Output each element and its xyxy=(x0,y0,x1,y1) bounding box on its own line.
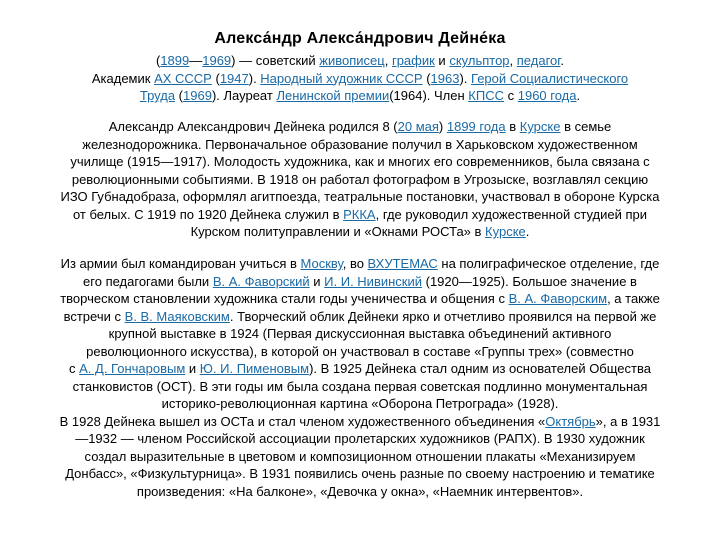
career-paragraph xyxy=(30,255,690,500)
career-line-5: крупной выставке в 1924 (Первая дискуссионная выставка объединений активного xyxy=(108,326,612,341)
link-may-20[interactable]: 20 мая xyxy=(397,119,439,134)
link-hero-of-labour[interactable]: Герой Социалистического xyxy=(471,70,629,86)
link-mayakovsky[interactable]: В. В. Маяковским xyxy=(124,308,230,324)
link-kursk-2[interactable]: Курске xyxy=(485,224,526,239)
link-pimenov[interactable]: Ю. И. Пименовым xyxy=(199,361,310,376)
bio-line-1: Александр Александрович Дейнека родился 8 (20 мая) 1899 года в Курске в семье xyxy=(108,119,612,134)
link-peoples-artist[interactable]: Народный художник СССР xyxy=(260,70,423,86)
career-line-7: с А. Д. Гончаровым и Ю. И. Пименовым). В 1925 Дейнека стал одним из основателей Общества xyxy=(69,361,651,376)
link-lenin-prize[interactable]: Ленинской премии xyxy=(276,88,390,103)
biography-paragraph xyxy=(30,118,690,241)
career-line-8: станковистов (ОСТ). В эти годы им была создана первая советская подлинно монументальная xyxy=(72,378,648,394)
bio-line-3: училище (1915—1917). Молодость художника, как и многих его современников, была связана с xyxy=(70,154,650,169)
link-cpsu[interactable]: КПСС xyxy=(468,88,504,103)
link-year-1947[interactable]: 1947 xyxy=(219,70,249,86)
career-line-11: —1932 — членом Российской ассоциации пролетарских художников (РАПХ). В 1930 художник xyxy=(75,431,645,446)
link-graphic-artist[interactable]: график xyxy=(391,53,435,68)
intro-line-1: (1899—1969) — советский живописец, график и скульптор, педагог. xyxy=(155,53,565,68)
link-nivinsky[interactable]: И. И. Нивинский xyxy=(324,273,422,289)
link-academy[interactable]: АХ СССР xyxy=(154,70,212,86)
link-sculptor[interactable]: скульптор xyxy=(449,53,510,68)
link-year-1963[interactable]: 1963 xyxy=(430,70,460,86)
link-favorsky-2[interactable]: В. А. Фаворским xyxy=(508,291,608,306)
bio-line-6: от белых. С 1919 по 1920 Дейнека служил в РККА, где руководил художественной студией при xyxy=(72,206,648,222)
link-year-1899[interactable]: 1899 года xyxy=(446,119,506,134)
intro-line-3: Труда (1969). Лауреат Ленинской премии(1964). Член КПСС с 1960 года. xyxy=(139,88,581,103)
bio-line-4: революционными событиями. В 1918 он работал фотографом в Угрозыске, возглавлял секцию xyxy=(71,171,649,187)
link-kursk[interactable]: Курске xyxy=(519,119,561,134)
career-line-6: революционного искусства), в которой он участвовал в составе «Группы трех» (совместно xyxy=(86,343,634,359)
link-birth-year[interactable]: 1899 xyxy=(160,53,190,68)
link-painter[interactable]: живописец xyxy=(319,53,385,68)
intro-paragraph xyxy=(30,52,690,105)
link-death-year[interactable]: 1969 xyxy=(202,53,232,68)
bio-line-2: железнодорожника. Первоначальное образование получил в Харьковском художественном xyxy=(82,136,638,152)
link-year-1969[interactable]: 1969 xyxy=(183,88,212,103)
career-line-13: Донбасс», «Физкультурница». В 1931 появились очень разные по своему настроению и тематике xyxy=(65,466,655,481)
link-rkka[interactable]: РККА xyxy=(343,206,376,222)
link-moscow[interactable]: Москву xyxy=(300,256,343,271)
career-line-1: Из армии был командирован учиться в Москву, во ВХУТЕМАС на полиграфическое отделение, где xyxy=(60,256,660,271)
link-october-group[interactable]: Октябрь xyxy=(545,413,596,429)
career-line-9: историко-революционная картина «Оборона Петрограда» (1928). xyxy=(161,396,559,411)
article-title: Алекса́ндр Алекса́ндрович Дейне́ка xyxy=(214,30,506,47)
career-line-14: произведения: «На балконе», «Девочка у окна», «Наемник интервентов». xyxy=(136,483,584,499)
career-line-2: его педагогами были В. А. Фаворский и И. И. Нивинский (1920—1925). Большое значение в xyxy=(83,273,637,289)
link-year-1960[interactable]: 1960 года xyxy=(517,88,577,103)
bio-line-7: Курском политуправлении и «Окнами РОСТа» в Курске. xyxy=(190,224,530,239)
link-hero-of-labour-cont[interactable]: Труда xyxy=(139,88,176,103)
link-vkhutemas[interactable]: ВХУТЕМАС xyxy=(367,256,438,271)
career-line-3: творческом становлении художника стали годы ученичества и общения с В. А. Фаворским, а также xyxy=(60,291,660,306)
career-line-4: встречи с В. В. Маяковским. Творческий облик Дейнеки ярко и отчетливо проявился на первой же xyxy=(63,308,657,324)
link-teacher[interactable]: педагог xyxy=(516,53,561,68)
intro-line-2: Академик АХ СССР (1947). Народный художник СССР (1963). Герой Социалистического xyxy=(91,70,629,86)
link-goncharov[interactable]: А. Д. Гончаровым xyxy=(79,361,186,376)
career-line-10: В 1928 Дейнека вышел из ОСТа и стал членом художественного объединения «Октябрь», а в 1931 xyxy=(59,413,661,429)
career-line-12: создал выразительные в цветовом и композиционном отношении плакаты «Механизируем xyxy=(84,448,636,464)
bio-line-5: ИЗО Губнадобраза, оформлял агитпоезда, театральные постановки, участвовал в обороне Курска xyxy=(60,189,660,204)
link-favorsky[interactable]: В. А. Фаворский xyxy=(212,273,310,289)
